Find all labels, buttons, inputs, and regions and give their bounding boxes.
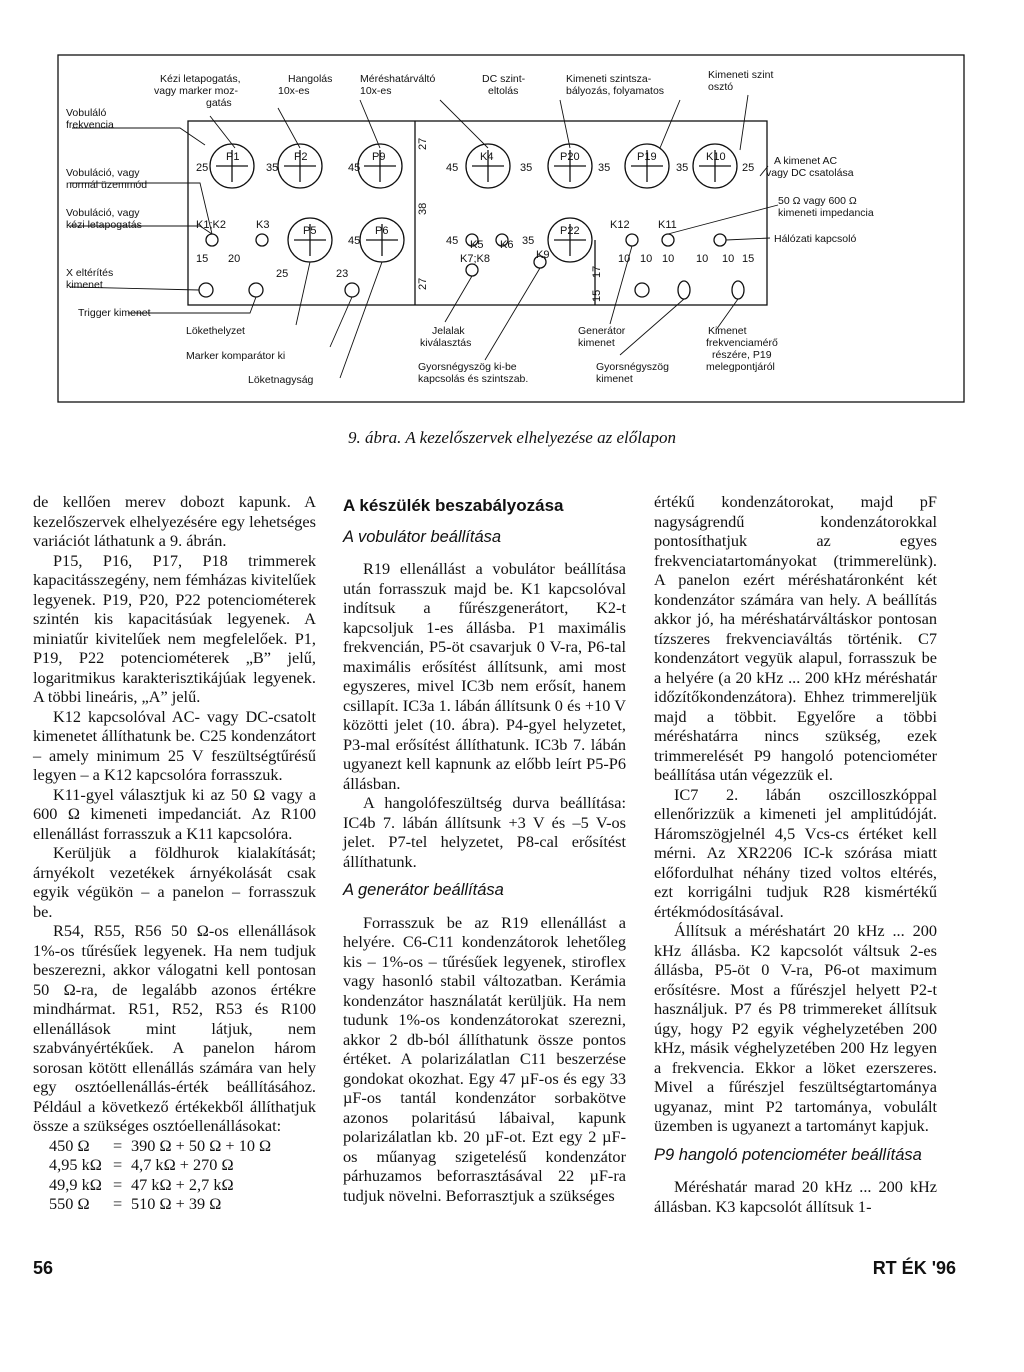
paragraph: IC7 2. lábán oszcilloszkóppal ellenőrizzük a kimeneti jel amplitúdóját. Háromszögjelnél 4,5 Vcs-cs értéket kell mérni. Az XR2206 IC-k szórása miatt előfordulhat néhány tized voltos eltérés, ezt korrigálni tudjuk R28 kismértékű értékmódosításával.	[654, 784, 937, 921]
svg-text:K6: K6	[500, 239, 514, 251]
svg-text:P5: P5	[303, 225, 317, 237]
svg-text:Trigger kimenet: Trigger kimenet	[78, 307, 151, 319]
svg-text:K7;K8: K7;K8	[460, 253, 490, 265]
svg-text:45: 45	[348, 162, 361, 174]
switch-k11	[662, 234, 674, 246]
svg-text:35: 35	[266, 162, 279, 174]
paragraph: értékű kondenzátorokat, majd pF nagyságrendű kondenzátorokkal pontosíthatjuk az egyes frekvenciatartományokat (trimmerelünk). A panelon ezért méréshatáronként két kondenzátor számára van hely. A beállítás akkor jó, ha méréshatárváltáskor pontosan tízszeres frekvenciaváltás történik. C7 kondenzátort vegyük alapul, forrasszuk be a helyére (a 20 kHz ... 200 kHz méréshatár időzítőkondenzátora). Ehhez trimmereljük majd a többit. Egyelőre a többi méréshatárra nincs szükség, ezek trimmerelését P9 hangoló potenciométer beállítása után végezzük el.	[654, 492, 937, 784]
socket-generator	[635, 283, 649, 297]
svg-text:Kimeneti szintosztó: Kimeneti szint osztó	[708, 69, 774, 93]
svg-text:P6: P6	[375, 225, 389, 237]
paragraph: P15, P16, P17, P18 trimmerek kapacitásszegény, nem fémházas kivitelűek legyenek. P19, P20, P22 potenciométerek szintén kis kapacitásúak legyenek. A miniatűr kivitelűek nem megfelelőek. P1, P19, P22 potenciométerek „B” jelű, logaritmikus karakterisztikájúak legyenek. A többi lineáris, „A” jelű.	[33, 550, 316, 706]
socket-marker	[345, 283, 359, 297]
equation-row: 550 Ω = 510 Ω + 39 Ω	[49, 1194, 222, 1213]
page-number: 56	[33, 1258, 54, 1278]
svg-text:A kimenet ACvagy DC csatolása: A kimenet AC vagy DC csatolása	[766, 155, 854, 179]
svg-text:Generátorkimenet: Generátor kimenet	[578, 325, 626, 349]
svg-text:Vobuláció, vagynormál üzemmód: Vobuláció, vagy normál üzemmód	[66, 167, 148, 191]
switch-k1k2	[206, 234, 218, 246]
svg-text:Marker komparátor ki: Marker komparátor ki	[186, 350, 286, 362]
svg-text:Hangolás10x-es: Hangolás 10x-es	[278, 73, 333, 97]
svg-text:Kimenetfrekvenciamérőrészére,: Kimenet frekvenciamérő részére, P19 melegpontjáról	[706, 325, 778, 373]
svg-text:Hálózati kapcsoló: Hálózati kapcsoló	[774, 233, 857, 245]
label-vobulalo-frekvencia: Vobuláló frekvencia	[66, 107, 114, 131]
socket-trigger	[249, 283, 263, 297]
journal-name: RT ÉK '96	[872, 1258, 956, 1278]
svg-text:Gyorsnégyszögkimenet: Gyorsnégyszög kimenet	[596, 361, 669, 385]
paragraph: R54, R55, R56 50 Ω-os ellenállások 1%-os tűrésűek legyenek. Ha nem tudjuk beszerezni, akkor válogatni kell pontosan 50 Ω-ra, de legalább azonos értékre mindhármat. R51, R52, R53 és R100 ellenállások mint látjuk, nem szabványértékűek. A panelon három sorosan kötött ellenállás számára van hely egy osztóellenállás-érték beállításához. Például a következő értékekből állíthatjuk össze a szükséges osztóellenállásokat:	[33, 921, 316, 1135]
front-panel-diagram	[0, 0, 1024, 420]
svg-text:Vobuláció, vagykézi letapogatá: Vobuláció, vagy kézi letapogatás	[66, 207, 142, 231]
svg-text:P20: P20	[560, 151, 580, 163]
svg-text:17: 17	[591, 265, 603, 278]
paragraph: Kerüljük a földhurok kialakítását; árnyékolt vezetékek árnyékolását csak egyik végükön – a panelon – forrasszuk be.	[33, 843, 316, 921]
equation-row: 4,95 kΩ = 4,7 kΩ + 270 Ω	[49, 1155, 234, 1174]
svg-text:35: 35	[520, 162, 533, 174]
svg-text:45: 45	[446, 162, 459, 174]
section-heading: A készülék beszabályozása	[343, 496, 564, 515]
svg-text:50 Ω vagy 600 Ωkimeneti impeda: 50 Ω vagy 600 Ω kimeneti impedancia	[778, 195, 874, 219]
switch-power	[714, 234, 726, 246]
svg-text:10: 10	[696, 253, 709, 265]
socket-fastsquare	[678, 281, 690, 299]
equation-row: 450 Ω = 390 Ω + 50 Ω + 10 Ω	[49, 1135, 272, 1155]
svg-text:35: 35	[522, 235, 535, 247]
svg-text:15: 15	[591, 289, 603, 302]
svg-text:45: 45	[446, 235, 459, 247]
svg-text:X eltérítéskimenet: X eltérítés kimenet	[66, 267, 114, 291]
svg-text:K11: K11	[658, 219, 677, 231]
svg-text:15: 15	[196, 253, 209, 265]
paragraph: Állítsuk a méréshatárt 20 kHz ... 200 kHz állásba. K2 kapcsolót váltsuk 2-es állásba, P5-öt 0 V-ra, P6-ot maximum erősítésre. Most a fűrészjel helyett P2-t használjuk. P7 és P8 trimmereket állítsuk úgy, hogy P2 egyik véghelyzetében 200 kHz, másik véghelyzetében 200 Hz legyen a frekvencia. Ekkor a löket ezerszeres. Mivel a fűrészjel feszültségtartománya ugyanaz, mint P2 tartománya, vobulált üzemben is ugyanezt a tartományt kapjuk.	[654, 921, 937, 1135]
socket-x-output	[199, 283, 213, 297]
paragraph: K11-gyel választjuk ki az 50 Ω vagy a 600 Ω kimeneti impedanciát. Az R100 ellenállást forrasszuk a K11 kapcsolóra.	[33, 784, 316, 843]
svg-text:35: 35	[676, 162, 689, 174]
svg-text:Löketnagyság: Löketnagyság	[248, 374, 314, 386]
paragraph: K12 kapcsolóval AC- vagy DC-csatolt kimenetet állíthatunk be. C25 kondenzátort – amely minimum 25 V feszültségtűrésű legyen – a K12 kapcsolóra forrasszuk.	[33, 706, 316, 784]
column-1	[33, 492, 316, 1214]
svg-text:27: 27	[417, 277, 429, 290]
svg-text:P22: P22	[560, 225, 580, 237]
svg-text:15: 15	[742, 253, 755, 265]
svg-text:K10: K10	[706, 151, 726, 163]
svg-text:P19: P19	[637, 151, 657, 163]
svg-text:38: 38	[417, 202, 429, 215]
paragraph: R19 ellenállást a vobulátor beállítása után forrasszuk majd be. K1 kapcsolóval indítsuk a fűrészgenerátort, K2-t kapcsoljuk 1-es állásba. P1 maximális frekvencián, P5-öt csavarjuk 0 V-ra, P6-tal maximális erősítést állítsunk, ami most egyszeres, mivel IC3b nem erősít, hanem csillapít. IC3a 1. lábán állítsunk 0 és +10 V közötti jelet (10. ábra). P4-gyel helyzetet, P3-mal erősítést állíthatunk. IC3b 7. lábán ugyanezt kell kapnunk az előbb leírt P5-P6 állásban.	[343, 559, 626, 793]
svg-text:Lökethelyzet: Lökethelyzet	[186, 325, 245, 337]
svg-text:K4: K4	[480, 151, 494, 163]
svg-text:K12: K12	[610, 219, 630, 231]
svg-text:10: 10	[722, 253, 735, 265]
panel-outline	[188, 121, 767, 305]
figure-caption: 9. ábra. A kezelőszervek elhelyezése az előlapon	[348, 428, 676, 447]
paragraph: Forrasszuk be az R19 ellenállást a helyére. C6-C11 kondenzátorok lehetőleg kis – 1%-os – tűrésűek legyenek, stiroflex vagy hasonló stabil változatban. Kerámia kondenzátor használatát kerüljük. Ha nem tudunk 1%-os kondenzátorokat szerezni, akkor 2 db-ból állíthatunk össze pontos értéket. A polarizálatlan C11 beszerzése gondokat okozhat. Egy 47 µF-os és egy 33 µF-os tantál kondenzátor sorbakötve azonos polaritású lábaival, kapunk polarizálatlan kb. 20 µF-ot. Ezt egy 2 µF-os műanyag szigetelésű kondenzátor párhuzamos beforrasztásával 22 µF-ra tudjuk növelni. Beforrasztjuk a szükséges	[343, 912, 626, 1205]
svg-text:P9: P9	[372, 151, 386, 163]
paragraph: A hangolófeszültség durva beállítása: IC4b 7. lábán állítsunk +3 V és –5 V-os jelet. P7-tel helyzetet, P8-cal erősítést állíthatunk.	[343, 793, 626, 871]
svg-text:45: 45	[348, 235, 361, 247]
svg-text:25: 25	[742, 162, 755, 174]
paragraph: de kellően merev dobozt kapunk. A kezelőszervek elhelyezésére egy lehetséges variációt láthatunk a 9. ábrán.	[33, 492, 316, 550]
svg-text:10: 10	[618, 253, 631, 265]
svg-text:35: 35	[598, 162, 611, 174]
paragraph: Méréshatár marad 20 kHz ... 200 kHz állásban. K3 kapcsolót állítsuk 1-	[654, 1177, 937, 1216]
svg-text:23: 23	[336, 268, 349, 280]
svg-text:27: 27	[417, 137, 429, 150]
svg-text:K1;K2: K1;K2	[196, 219, 226, 231]
svg-text:Méréshatárváltó10x-es: Méréshatárváltó 10x-es	[360, 73, 436, 97]
svg-text:Kimeneti szintsza-bályozás, fo: Kimeneti szintsza-bályozás, folyamatos	[566, 73, 665, 97]
svg-text:DC szint-eltolás: DC szint-eltolás	[482, 73, 526, 97]
svg-text:Kézi letapogatás,vagy marker m: Kézi letapogatás, vagy marker moz-gatás	[154, 73, 241, 109]
svg-text:K5: K5	[470, 239, 484, 251]
switch-k3	[256, 234, 268, 246]
svg-text:10: 10	[640, 253, 653, 265]
svg-text:K3: K3	[256, 219, 270, 231]
svg-text:20: 20	[228, 253, 241, 265]
svg-text:25: 25	[276, 268, 289, 280]
socket-frequency	[732, 281, 744, 299]
column-3	[654, 492, 937, 1216]
switch-k7k8	[466, 264, 478, 276]
column-2	[343, 492, 626, 1205]
svg-text:Jelalakkiválasztás: Jelalak kiválasztás	[420, 325, 472, 349]
switch-k12	[626, 234, 638, 246]
svg-text:P1: P1	[226, 151, 240, 163]
svg-text:P2: P2	[294, 151, 308, 163]
svg-text:Gyorsnégyszög ki-bekapcsolás é: Gyorsnégyszög ki-be kapcsolás és szintszab.	[418, 361, 529, 385]
svg-text:10: 10	[662, 253, 675, 265]
subsection-heading: P9 hangoló potenciométer beállítása	[654, 1145, 922, 1164]
svg-text:25: 25	[196, 162, 209, 174]
subsection-heading: A vobulátor beállítása	[343, 527, 502, 546]
subsection-heading: A generátor beállítása	[343, 881, 504, 899]
svg-text:K9: K9	[536, 249, 550, 261]
equation-row: 49,9 kΩ = 47 kΩ + 2,7 kΩ	[49, 1174, 234, 1194]
